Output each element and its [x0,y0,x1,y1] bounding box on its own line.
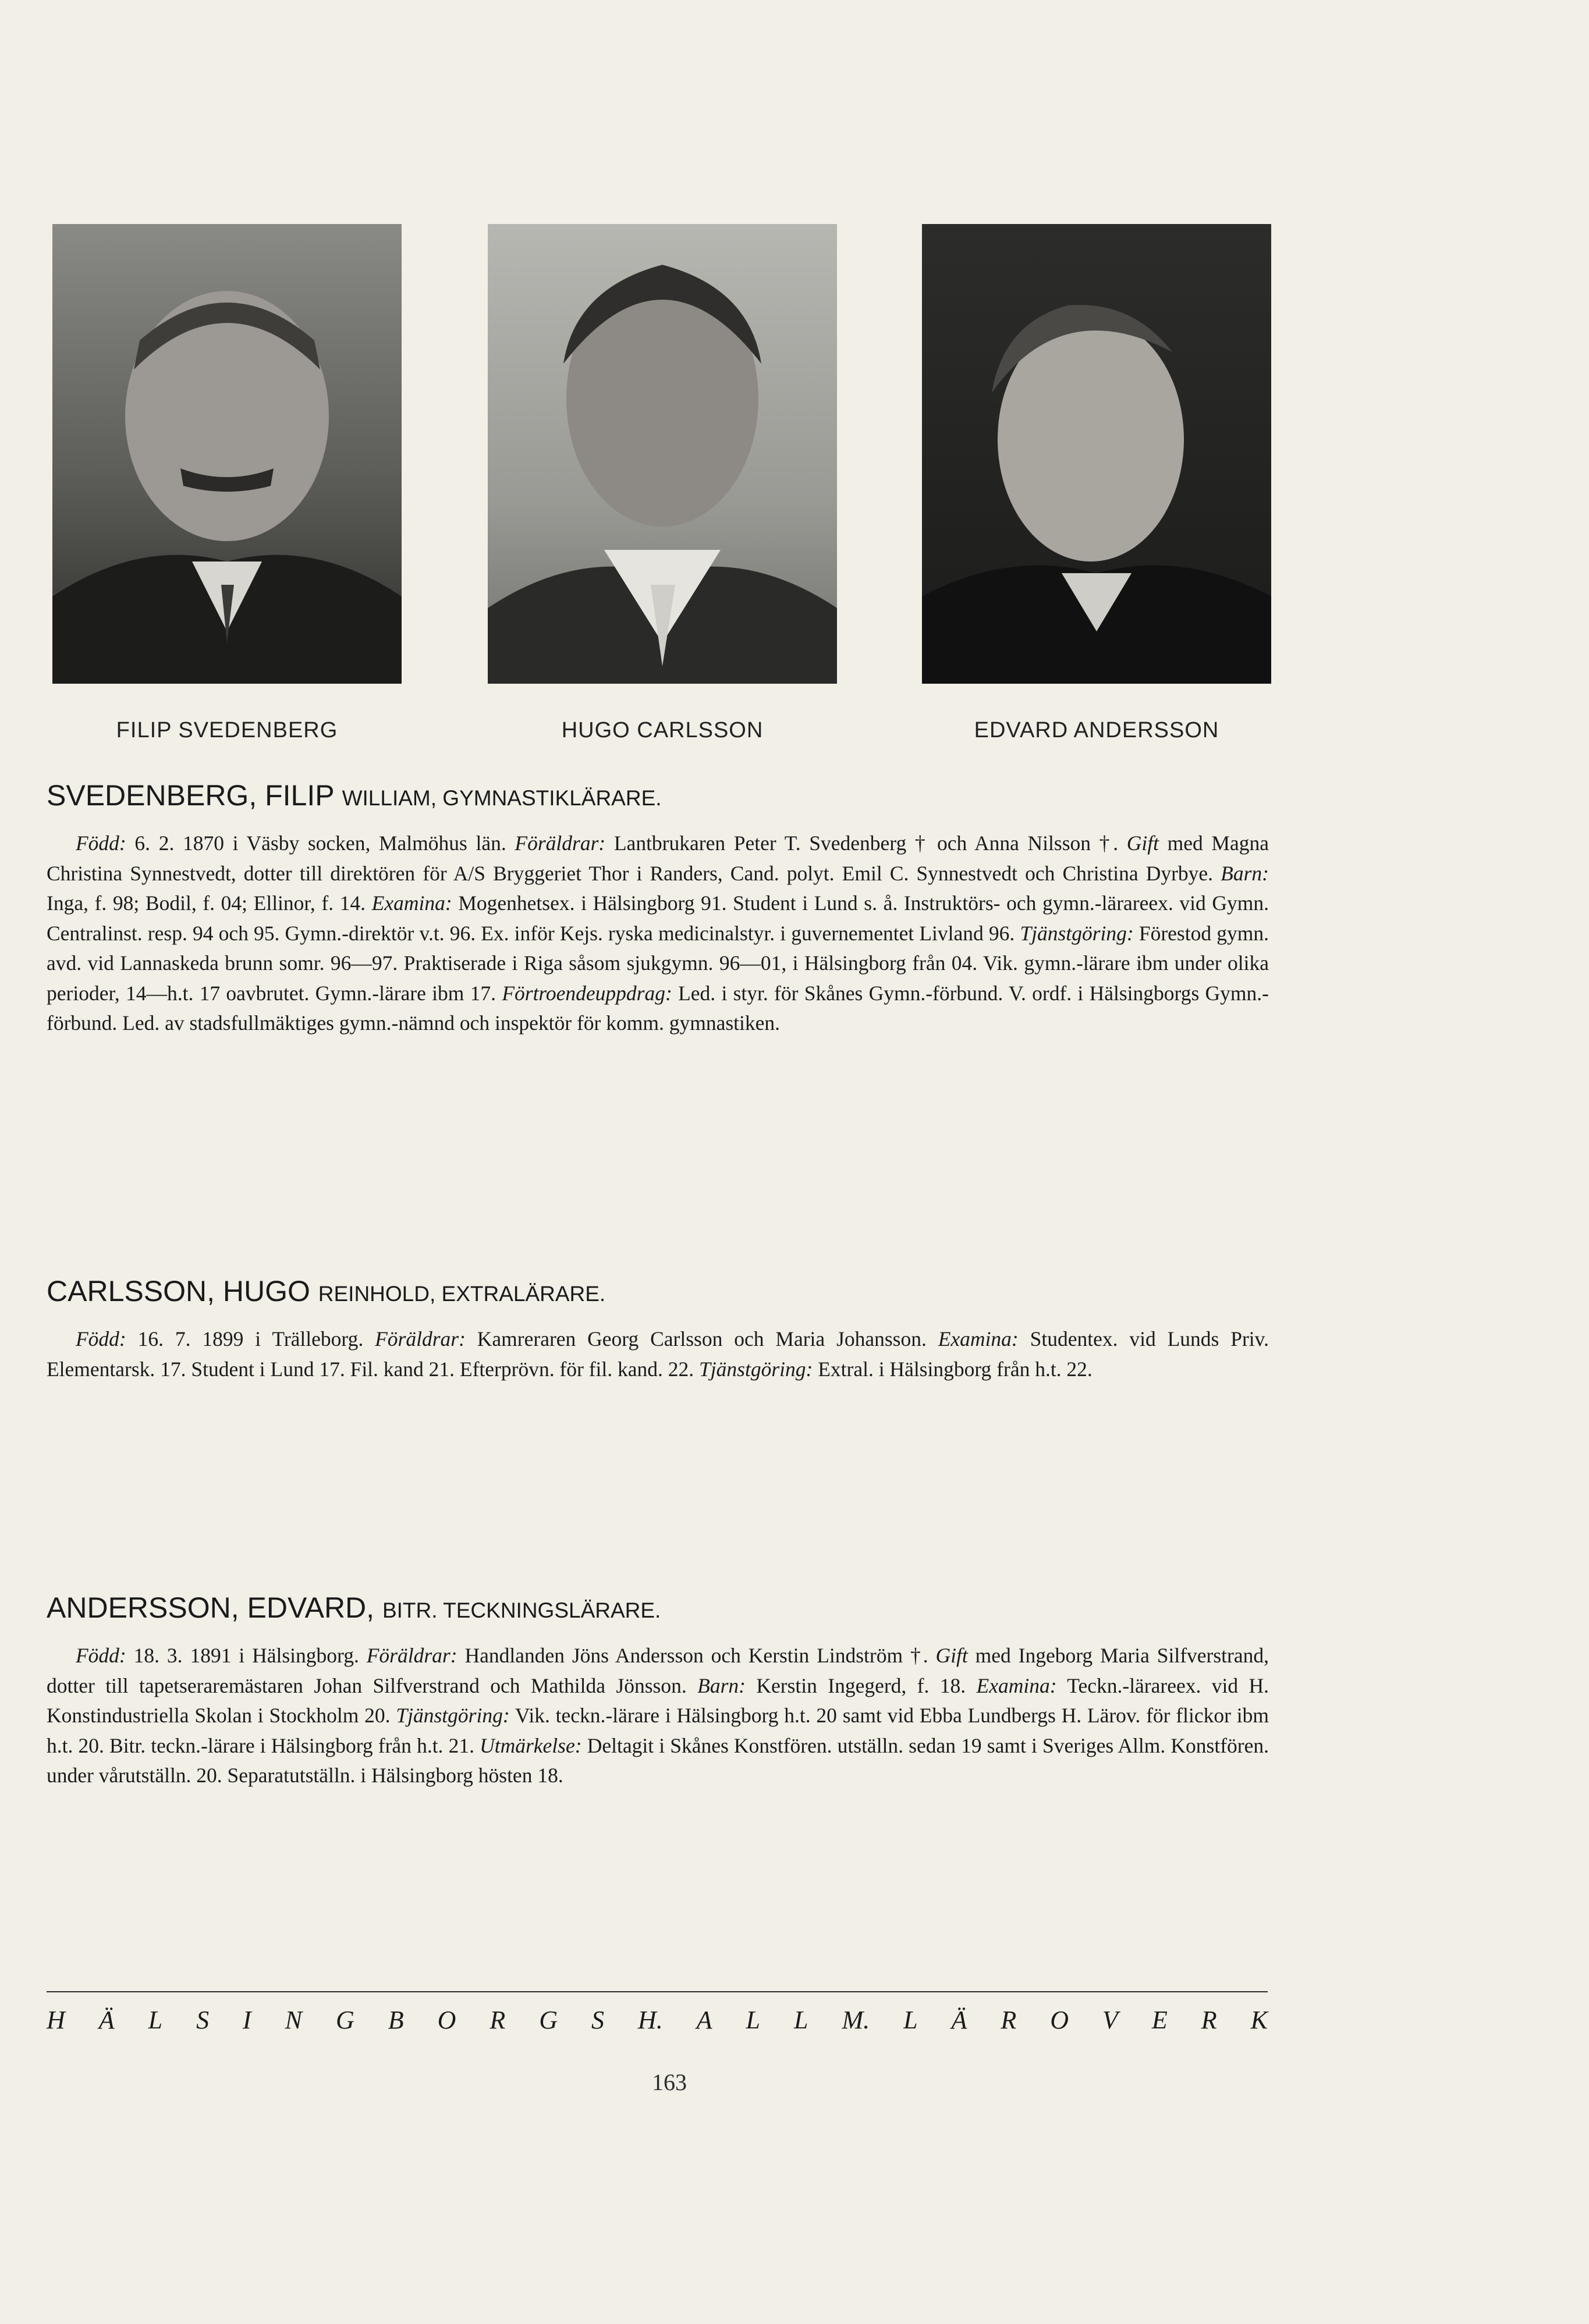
field-label: Tjänstgöring: [396,1704,510,1727]
footer-letter: O [437,2006,456,2034]
field-label: Föräldrar: [515,831,606,855]
portrait-filip-svedenberg [52,224,402,684]
footer-letter: O [1050,2006,1069,2034]
field-label: Född: [76,1327,126,1351]
footer-letter: G [539,2006,558,2034]
field-label: Gift [1126,831,1159,855]
field-label: Gift [935,1644,968,1667]
field-text: 18. 3. 1891 i Hälsingborg. [126,1644,367,1667]
field-label: Examina: [976,1673,1057,1697]
field-text: Lantbrukaren Peter T. Svedenberg † och Anna Nilsson †. [605,831,1127,855]
footer-letter: I [243,2006,251,2034]
running-footer [47,2005,1268,2035]
field-label: Barn: [697,1673,746,1697]
entry-name: SVEDENBERG, FILIP [47,779,334,812]
footer-letter: L [148,2006,163,2034]
entry-name: CARLSSON, HUGO [47,1275,310,1307]
portrait-edvard-andersson [922,224,1271,684]
field-label: Föräldrar: [366,1644,457,1667]
footer-letter: H. [637,2006,663,2034]
footer-letter: K [1250,2006,1268,2034]
field-text: Extral. i Hälsingborg från h.t. 22. [813,1357,1093,1381]
footer-letter: R [1001,2006,1017,2034]
field-label: Examina: [371,891,452,915]
entry-body [47,1324,1269,1384]
field-text: Kerstin Ingegerd, f. 18. [745,1673,977,1697]
footer-letter: L [793,2006,808,2034]
entry-title: BITR. TECKNINGSLÄRARE. [382,1598,661,1622]
field-text: med Ingeborg Maria Silfverstrand, dotter till tapetseraremästaren Johan Silfverstrand och Mathilda Jönsson. [47,1644,1269,1697]
entry-body [47,1641,1269,1791]
footer-letter: Ä [98,2006,115,2034]
caption-filip-svedenberg: FILIP SVEDENBERG [116,718,338,742]
caption-hugo-carlsson: HUGO CARLSSON [561,718,764,742]
entry-title: WILLIAM, GYMNASTIKLÄRARE. [342,786,662,810]
field-label: Barn: [1221,861,1269,885]
footer-letter: G [335,2006,354,2034]
field-label: Utmärkelse: [480,1733,582,1757]
field-text: Deltagit i Skånes Konstfören. utställn. sedan 19 samt i Sveriges Allm. Konstfören. under vårutställn. 20. Separatutställn. i Hälsingborg hösten 18. [47,1733,1269,1787]
footer-rule [47,1991,1268,1992]
footer-letter: H [47,2006,65,2034]
field-text: Teckn.-lärareex. vid H. Konstindustriella Skolan i Stockholm 20. [47,1673,1269,1727]
field-label: Född: [76,831,126,855]
field-text: Mogenhetsex. i Hälsingborg 91. Student i Lund s. å. Instruktörs- och gymn.-lärareex. vid Gymn. Centralinst. resp. 94 och 95. Gymn.-direktör v.t. 96. Ex. inför Kejs. ryska medicinalstyr. i guvernementet Livland 96. [47,891,1269,945]
footer-letter: E [1151,2006,1168,2034]
field-text: Vik. teckn.-lärare i Hälsingborg h.t. 20 samt vid Ebba Lundbergs H. Lärov. för flickor ibm h.t. 20. Bitr. teckn.-lärare i Hälsingborg från h.t. 21. [47,1704,1269,1757]
entry-heading [47,779,1269,812]
field-label: Föräldrar: [375,1327,466,1351]
footer-letter: R [1201,2006,1217,2034]
footer-letter: S [196,2006,210,2034]
entry-heading [47,1591,1269,1625]
field-text: med Magna Christina Synnestvedt, dotter till direktören för A/S Bryggeriet Thor i Randers, Cand. polyt. Emil C. Synnestvedt och Christina Dyrbye. [47,831,1269,885]
footer-letter: N [285,2006,303,2034]
footer-letter: S [591,2006,604,2034]
field-label: Examina: [938,1327,1019,1351]
field-text: Handlanden Jöns Andersson och Kerstin Lindström †. [457,1644,936,1667]
footer-letter: M. [842,2006,870,2034]
field-label: Tjänstgöring: [699,1357,813,1381]
entry-andersson [47,1591,1269,1791]
field-label: Tjänstgöring: [1020,921,1134,945]
field-text: 6. 2. 1870 i Väsby socken, Malmöhus län. [126,831,515,855]
page-number: 163 [652,2069,687,2095]
footer-letter: V [1102,2006,1118,2034]
field-text: Studentex. vid Lunds Priv. Elementarsk. 17. Student i Lund 17. Fil. kand 21. Efterprövn. för fil. kand. 22. [47,1327,1269,1381]
entry-heading [47,1274,1269,1308]
entry-title: REINHOLD, EXTRALÄRARE. [318,1282,606,1306]
field-text: Led. i styr. för Skånes Gymn.-förbund. V. ordf. i Hälsingborgs Gymn.-förbund. Led. av stadsfullmäktiges gymn.-nämnd och inspektör för komm. gymnastiken. [47,981,1269,1035]
entry-svedenberg [47,779,1269,1039]
footer-letter: A [696,2006,712,2034]
footer-letter: L [746,2006,761,2034]
field-text: Inga, f. 98; Bodil, f. 04; Ellinor, f. 14. [47,891,372,915]
footer-letter: B [388,2006,404,2034]
entry-body [47,829,1269,1039]
field-text: Kamreraren Georg Carlsson och Maria Johansson. [465,1327,938,1351]
field-text: Förestod gymn. avd. vid Lannaskeda brunn somr. 96—97. Praktiserade i Riga såsom sjukgymn. 96—01, i Hälsingborg från 04. Vik. gymn.-lärare ibm under olika perioder, 14—h.t. 17 oavbrutet. Gymn.-lärare ibm 17. [47,921,1269,1005]
field-label: Född: [76,1644,126,1667]
caption-edvard-andersson: EDVARD ANDERSSON [974,718,1219,742]
field-text: 16. 7. 1899 i Trälleborg. [126,1327,375,1351]
portrait-hugo-carlsson [488,224,837,684]
field-label: Förtroendeuppdrag: [502,981,672,1005]
footer-letter: L [903,2006,918,2034]
footer-letter: Ä [951,2006,967,2034]
footer-letter: R [490,2006,506,2034]
entry-carlsson [47,1274,1269,1384]
entry-name: ANDERSSON, EDVARD, [47,1591,375,1624]
